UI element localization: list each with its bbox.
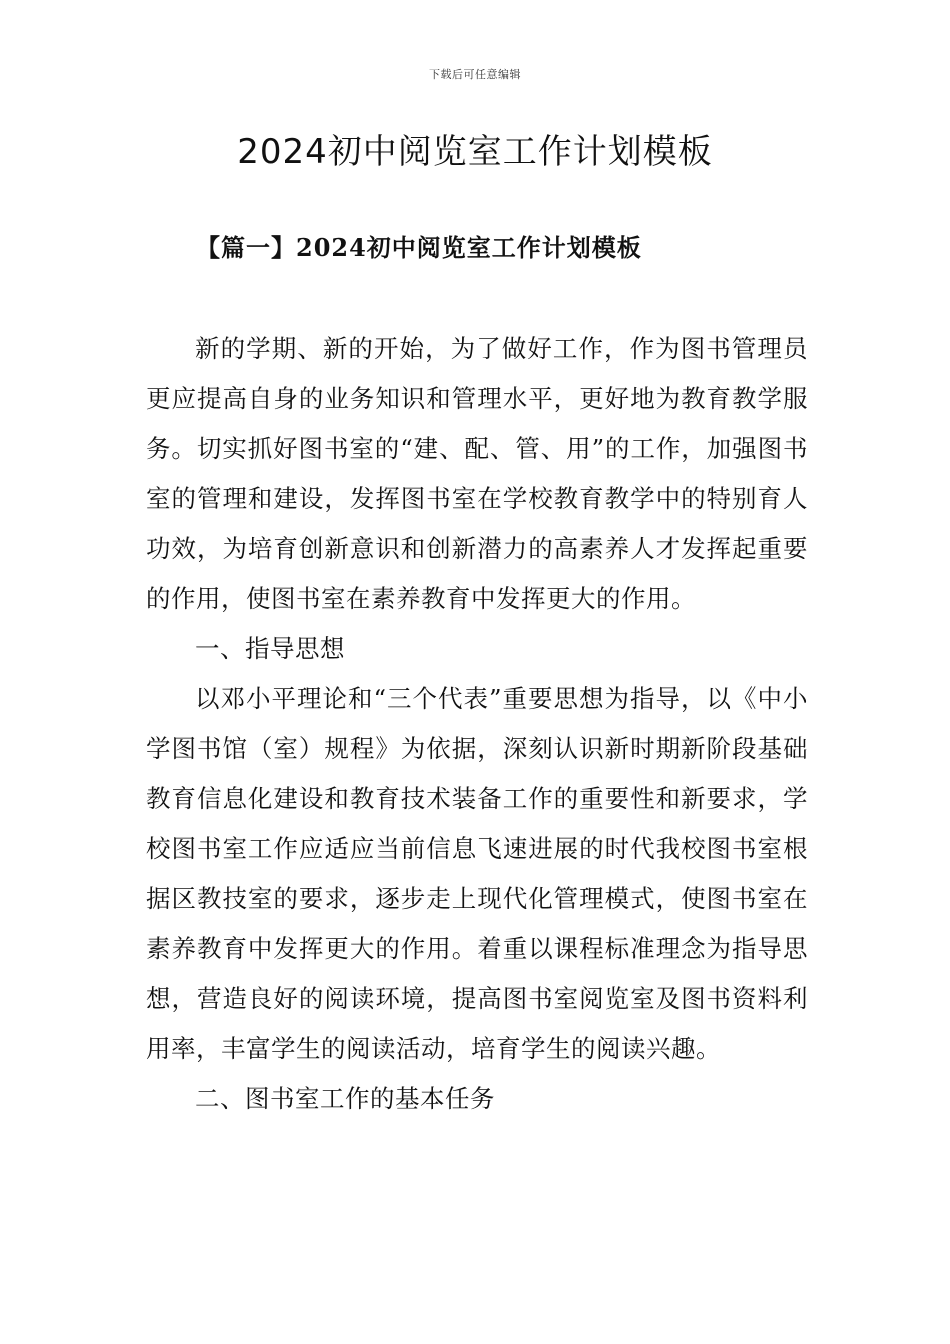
document-title: 2024初中阅览室工作计划模板 — [237, 132, 713, 172]
header-note: 下载后可任意编辑 — [429, 68, 521, 81]
heading-basic-tasks: 二、图书室工作的基本任务 — [195, 1084, 495, 1113]
heading-guiding-ideology: 一、指导思想 — [195, 634, 345, 663]
document-body — [146, 324, 808, 1124]
section-heading: 【篇一】2024初中阅览室工作计划模板 — [196, 233, 642, 262]
intro-paragraph: 新的学期、新的开始，为了做好工作，作为图书管理员更应提高自身的业务知识和管理水平，更好地为教育教学服务。切实抓好图书室的“建、配、管、用”的工作，加强图书室的管理和建设，发挥图书室在学校教育教学中的特别育人功效，为培育创新意识和创新潜力的高素养人才发挥起重要的作用，使图书室在素养教育中发挥更大的作用。 — [146, 334, 808, 613]
guiding-ideology-paragraph: 以邓小平理论和“三个代表”重要思想为指导，以《中小学图书馆（室）规程》为依据，深刻认识新时期新阶段基础教育信息化建设和教育技术装备工作的重要性和新要求，学校图书室工作应适应当前信息飞速进展的时代我校图书室根据区教技室的要求，逐步走上现代化管理模式，使图书室在素养教育中发挥更大的作用。着重以课程标准理念为指导思想，营造良好的阅读环境，提高图书室阅览室及图书资料利用率，丰富学生的阅读活动，培育学生的阅读兴趣。 — [146, 684, 808, 1063]
